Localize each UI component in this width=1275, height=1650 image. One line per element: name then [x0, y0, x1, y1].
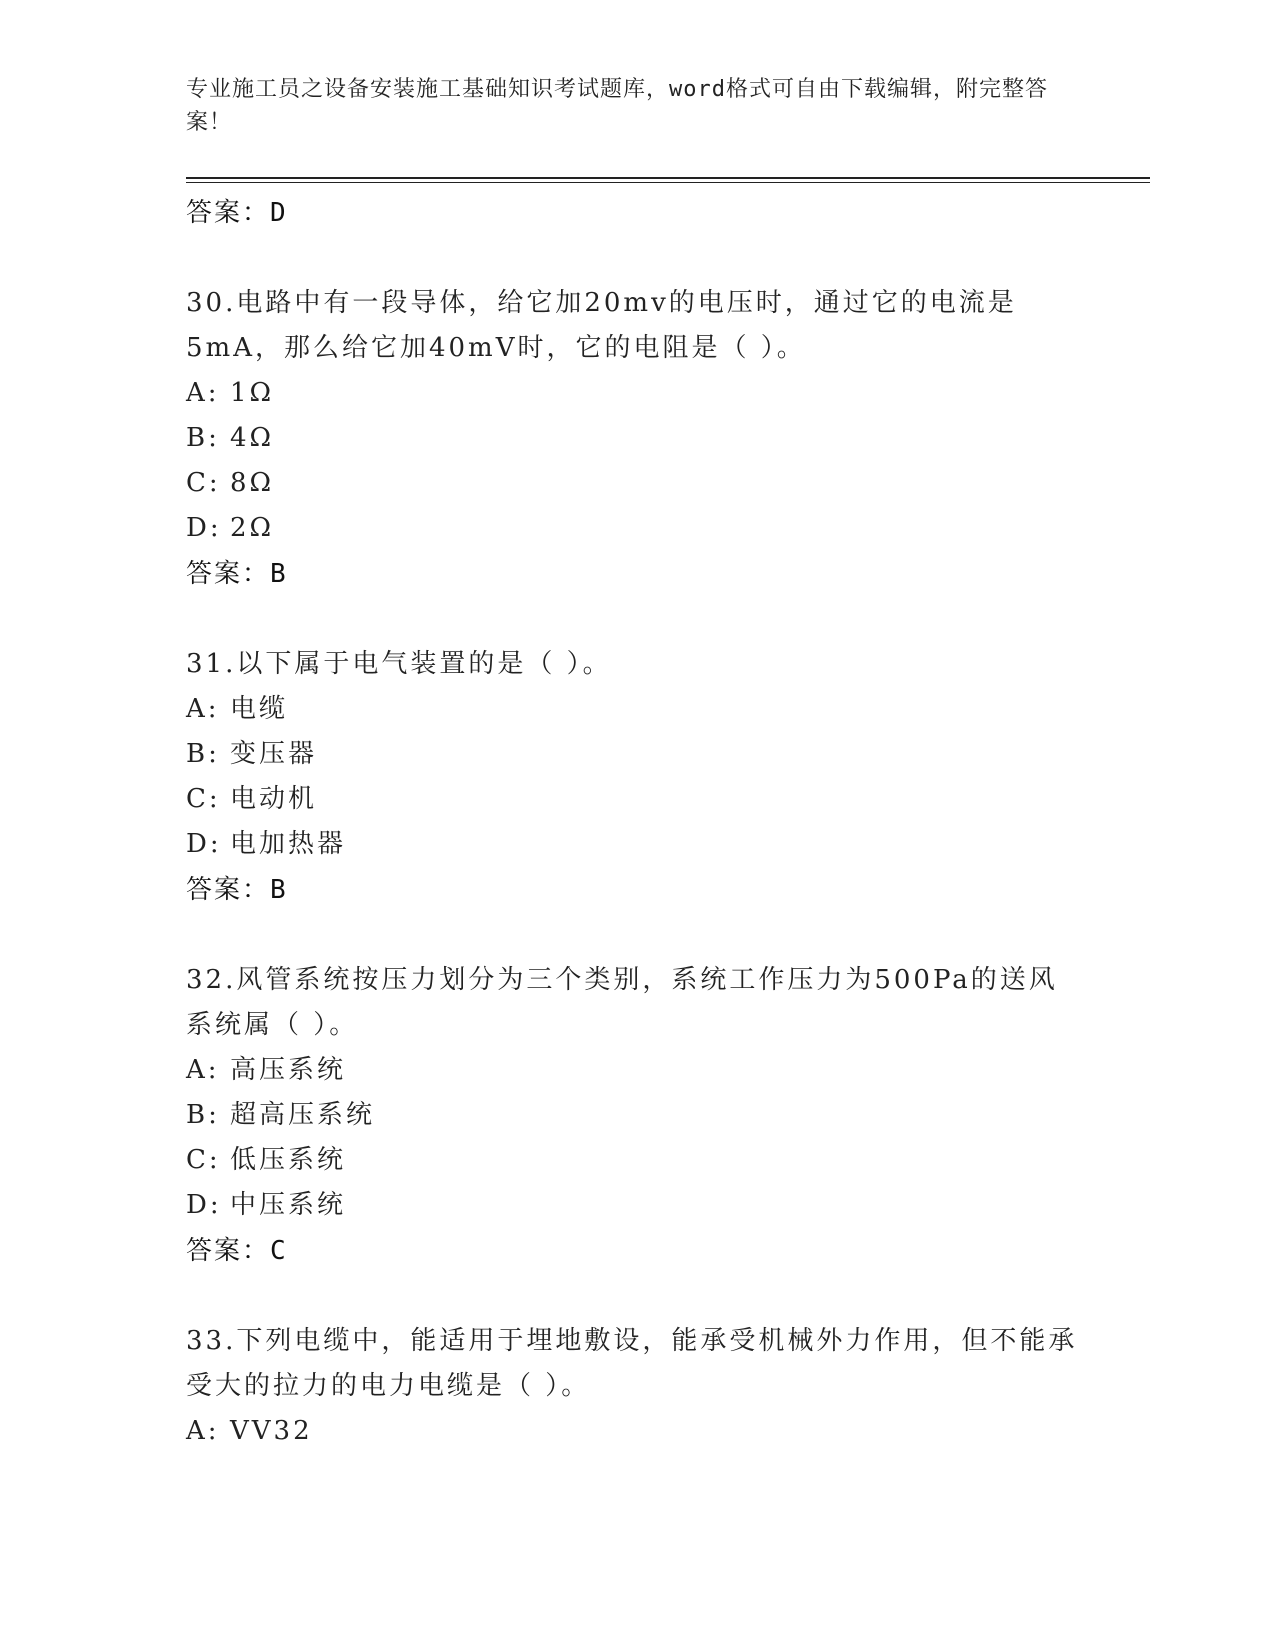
option-letter: A:: [186, 378, 220, 408]
option-letter: A:: [186, 694, 220, 724]
question-stem: 30.电路中有一段导体，给它加20mv的电压时，通过它的电流是5mA，那么给它加40mV时，它的电阻是（ ）。: [186, 288, 1017, 363]
option-letter: B:: [186, 739, 220, 769]
option-text: 电加热器: [230, 829, 347, 859]
option-letter: A:: [186, 1416, 220, 1446]
spacer: [186, 1274, 1086, 1319]
option-c: [186, 1138, 1086, 1183]
option-letter: C:: [186, 1145, 221, 1175]
option-a: [186, 1409, 1086, 1454]
option-letter: D:: [186, 513, 222, 543]
option-d: [186, 822, 1086, 867]
option-letter: D:: [186, 1190, 222, 1220]
question-stem: 32.风管系统按压力划分为三个类别，系统工作压力为500Pa的送风系统属（ ）。: [186, 965, 1058, 1040]
option-letter: B:: [186, 423, 220, 453]
answer-label: 答案：: [186, 875, 271, 905]
option-text: 2Ω: [230, 513, 275, 543]
option-a: [186, 687, 1086, 732]
option-text: 4Ω: [230, 423, 275, 453]
answer-line: [186, 1228, 1086, 1274]
answer-value: B: [270, 875, 288, 905]
option-c: [186, 777, 1086, 822]
option-text: 中压系统: [230, 1190, 347, 1220]
option-text: 低压系统: [230, 1145, 347, 1175]
header-divider-thin: [186, 182, 1150, 183]
option-text: 高压系统: [230, 1055, 347, 1085]
document-header: 专业施工员之设备安装施工基础知识考试题库，word格式可自由下载编辑，附完整答案！: [186, 77, 1048, 135]
option-b: [186, 1093, 1086, 1138]
option-d: [186, 506, 1086, 551]
option-text: 超高压系统: [230, 1100, 376, 1130]
option-a: [186, 371, 1086, 416]
option-text: 8Ω: [230, 468, 275, 498]
answer-line: [186, 190, 1086, 236]
option-letter: B:: [186, 1100, 220, 1130]
option-text: 变压器: [230, 739, 318, 769]
option-b: [186, 732, 1086, 777]
option-letter: A:: [186, 1055, 220, 1085]
answer-label: 答案：: [186, 559, 271, 589]
header-divider: [186, 177, 1150, 179]
question-stem: 33.下列电缆中，能适用于埋地敷设，能承受机械外力作用，但不能承受大的拉力的电力电缆是（ ）。: [186, 1326, 1078, 1401]
spacer: [186, 597, 1086, 642]
option-b: [186, 416, 1086, 461]
option-d: [186, 1183, 1086, 1228]
option-c: [186, 461, 1086, 506]
spacer: [186, 913, 1086, 958]
answer-label: 答案：: [186, 198, 271, 228]
spacer: [186, 236, 1086, 281]
answer-value: B: [270, 559, 288, 589]
option-text: 电动机: [230, 784, 318, 814]
option-letter: D:: [186, 829, 222, 859]
answer-line: [186, 551, 1086, 597]
answer-value: C: [270, 1236, 288, 1266]
option-text: 1Ω: [230, 378, 275, 408]
question-list: [186, 190, 1086, 1454]
answer-line: [186, 867, 1086, 913]
option-text: 电缆: [230, 694, 289, 724]
answer-label: 答案：: [186, 1236, 271, 1266]
question-stem: 31.以下属于电气装置的是（ ）。: [186, 649, 612, 679]
option-letter: C:: [186, 468, 221, 498]
option-a: [186, 1048, 1086, 1093]
answer-value: D: [270, 198, 288, 228]
option-letter: C:: [186, 784, 221, 814]
option-text: VV32: [230, 1416, 313, 1446]
